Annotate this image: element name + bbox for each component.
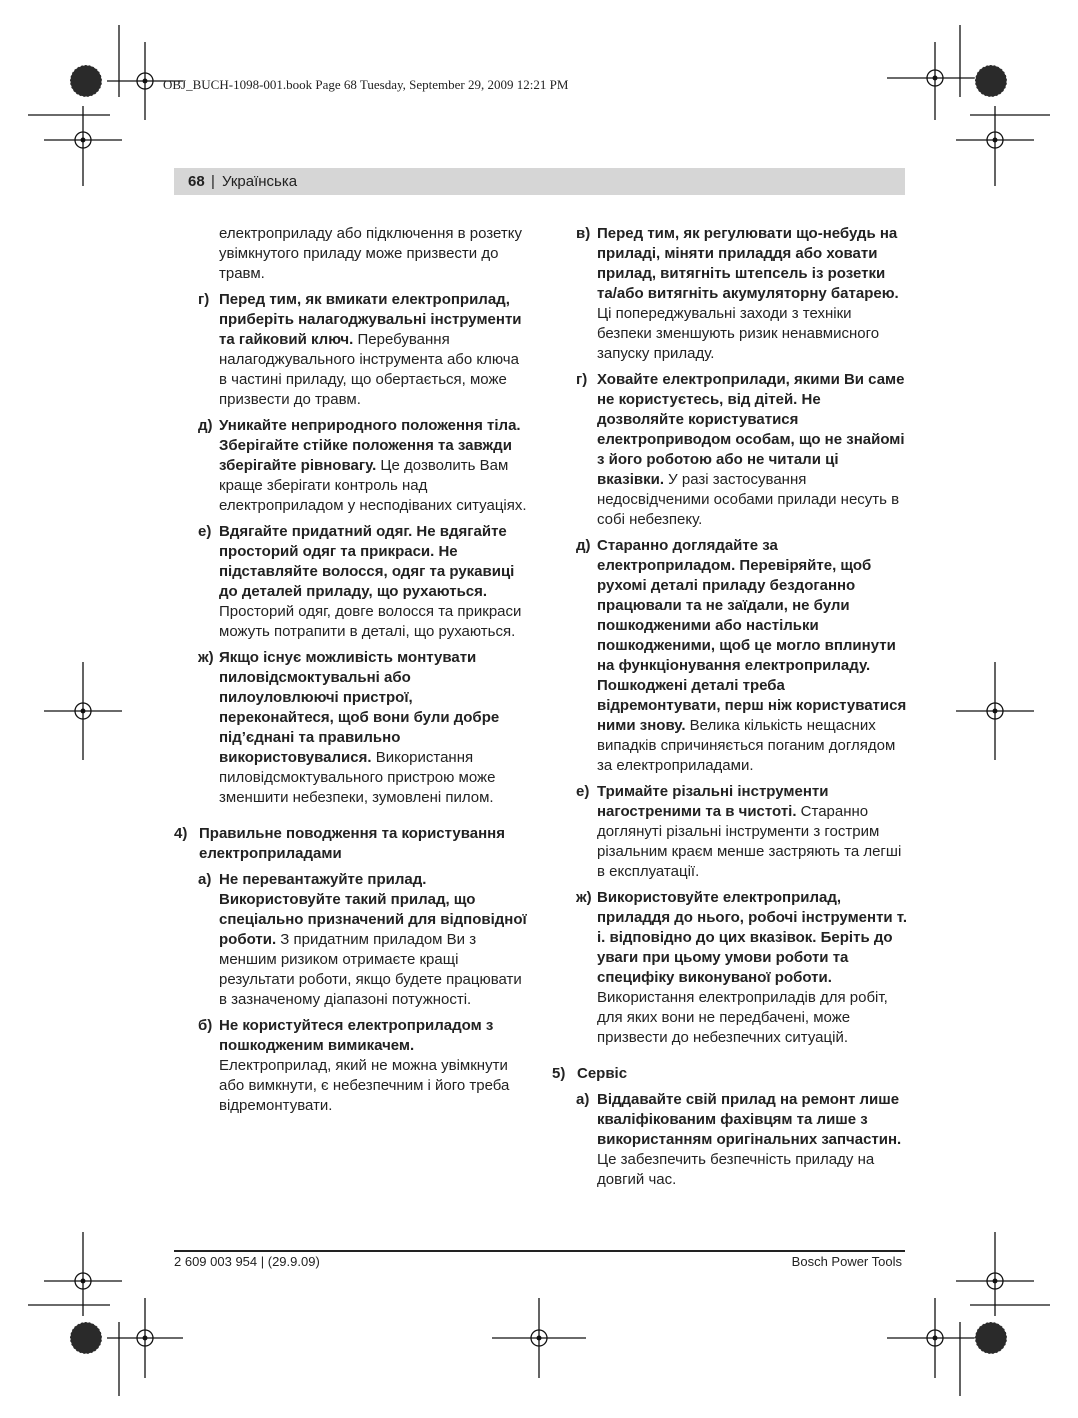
- item-label: а): [198, 871, 212, 888]
- list-item: [174, 416, 529, 516]
- list-item: [174, 522, 529, 642]
- section-number: 4): [174, 825, 188, 842]
- footer-doc-number: 2 609 003 954 | (29.9.09): [174, 1254, 320, 1269]
- left-column: [174, 224, 529, 1122]
- list-item: [174, 290, 529, 410]
- item-text: Електроприлад, який не можна увімкнути або вимкнути, є небезпечним і його треба відремонтувати.: [219, 1057, 510, 1114]
- item-bold-text: Ховайте електроприлади, якими Ви саме не користуєтесь, від дітей. Не дозволяйте користуватися електроприводом особам, що не знайомі з його роботою або не читали ці вказівки.: [597, 371, 905, 488]
- item-bold-text: Перед тим, як регулювати що-небудь на приладі, міняти приладдя або ховати прилад, витягніть штепсель із розетки та/або витягніть акумуляторну батарею.: [597, 225, 899, 302]
- section-heading: [174, 824, 529, 864]
- list-item: [552, 224, 907, 364]
- item-text: Просторий одяг, довге волосся та прикраси можуть потрапити в деталі, що рухаються.: [219, 603, 522, 640]
- item-bold-text: Не перевантажуйте прилад. Використовуйте такий прилад, що спеціально призначений для відповідної роботи.: [219, 871, 527, 948]
- item-label: е): [576, 783, 590, 800]
- item-bold-text: Тримайте різальні інструменти нагостреними та в чистоті.: [597, 783, 829, 820]
- item-label: е): [198, 523, 212, 540]
- footer-rule: [174, 1250, 905, 1252]
- item-bold-text: Використовуйте електроприлад, приладдя до нього, робочі інструменти т. і. відповідно до цих вказівок. Беріть до уваги при цьому умови роботи та специфіку виконуваної роботи.: [597, 889, 907, 986]
- print-slug: OBJ_BUCH-1098-001.book Page 68 Tuesday, September 29, 2009 12:21 PM: [163, 77, 569, 92]
- right-column: [552, 224, 907, 1196]
- page-number: 68: [188, 173, 205, 190]
- page-header: [174, 168, 905, 195]
- footer-brand: Bosch Power Tools: [791, 1254, 902, 1269]
- section-title: Сервіс: [577, 1065, 628, 1082]
- item-label: ж): [576, 889, 592, 906]
- section-heading: [552, 1064, 907, 1084]
- item-bold-text: Уникайте неприродного положення тіла. Зберігайте стійке положення та завжди зберігайте рівновагу.: [219, 417, 521, 474]
- item-text: Перебування налагоджувального інструмента або ключа в частині приладу, що обертається, може призвести до травм.: [219, 331, 519, 408]
- item-text: Це дозволить Вам краще зберігати контроль над електроприладом у несподіваних ситуаціях.: [219, 457, 527, 514]
- item-bold-text: Якщо існує можливість монтувати пиловідсмоктувальні або пилоуловлюючі пристрої, переконайтеся, щоб вони були добре під’єднані та правильно використовувалися.: [219, 649, 500, 766]
- item-text: Використання електроприладів для робіт, для яких вони не передбачені, може призвести до небезпечних ситуацій.: [597, 989, 888, 1046]
- list-item: [552, 888, 907, 1048]
- list-item: [552, 1090, 907, 1190]
- list-item: [552, 370, 907, 530]
- item-text: Ці попереджувальні заходи з техніки безпеки зменшують ризик ненавмисного запуску приладу.: [597, 305, 880, 362]
- item-label: б): [198, 1017, 213, 1034]
- item-text: Старанно доглянуті різальні інструменти з гострим різальним краєм менше застряють та легші в експлуатації.: [597, 803, 902, 880]
- item-label: д): [198, 417, 213, 434]
- section-title: Правильне поводження та користування електроприладами: [199, 825, 505, 862]
- item-text: Це забезпечить безпечність приладу на довгий час.: [597, 1151, 875, 1188]
- header-language: Українська: [222, 173, 298, 190]
- item-label: а): [576, 1091, 590, 1108]
- continued-text: електроприладу або підключення в розетку увімкнутого приладу може призвести до травм.: [219, 225, 522, 282]
- header-separator: |: [211, 173, 215, 190]
- item-bold-text: Вдягайте придатний одяг. Не вдягайте просторий одяг та прикраси. Не підставляйте волосся, одяг та рукавиці до деталей приладу, що рухаються.: [219, 523, 515, 600]
- item-label: ж): [198, 649, 214, 666]
- item-text: Велика кількість нещасних випадків спричиняється поганим доглядом за електроприладами.: [597, 717, 896, 774]
- list-item: [174, 1016, 529, 1116]
- section-number: 5): [552, 1065, 566, 1082]
- item-text: З придатним приладом Ви з меншим ризиком отримаєте кращі результати роботи, якщо будете працювати в зазначеному діапазоні потужності.: [219, 931, 522, 1008]
- item-label: г): [576, 371, 588, 388]
- item-bold-text: Не користуйтеся електроприладом з пошкодженим вимикачем.: [219, 1017, 494, 1054]
- list-item: [174, 870, 529, 1010]
- item-bold-text: Старанно доглядайте за електроприладом. Перевіряйте, щоб рухомі деталі приладу бездоганно працювали та не заїдали, не були пошкодженими або настільки пошкодженими, щоб це могло вплинути на функціонування електроприладу. Пошкоджені деталі треба відремонтувати, перш ніж користуватися ними знову.: [597, 537, 907, 734]
- item-label: г): [198, 291, 210, 308]
- item-text: Використання пиловідсмоктувального пристрою може зменшити небезпеки, зумовлені пилом.: [219, 749, 496, 806]
- item-text: У разі застосування недосвідченими особами прилади несуть в собі небезпеку.: [597, 471, 900, 528]
- item-label: д): [576, 537, 591, 554]
- item-bold-text: Віддавайте свій прилад на ремонт лише кваліфікованим фахівцям та лише з використанням оригінальних запчастин.: [597, 1091, 902, 1148]
- list-item: [174, 648, 529, 808]
- item-bold-text: Перед тим, як вмикати електроприлад, приберіть налагоджувальні інструменти та гайковий ключ.: [219, 291, 522, 348]
- item-label: в): [576, 225, 591, 242]
- list-item: [552, 782, 907, 882]
- list-item: [552, 536, 907, 776]
